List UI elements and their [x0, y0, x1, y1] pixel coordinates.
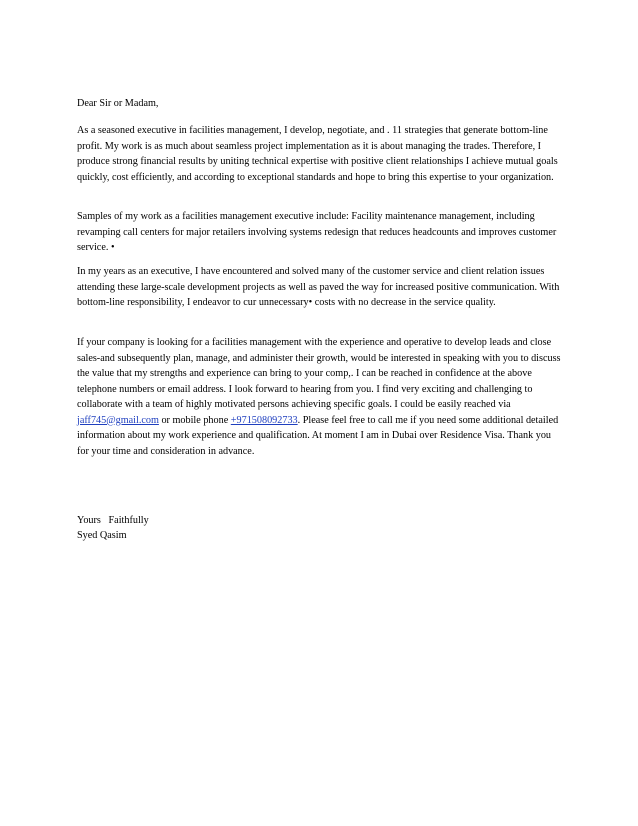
- email-link[interactable]: jaff745@gmail.com: [77, 414, 159, 426]
- phone-link[interactable]: +971508092733: [230, 414, 298, 426]
- paragraph-contact-text-2: or mobile phone: [158, 414, 231, 426]
- paragraph-contact: [77, 335, 565, 459]
- signature-name: Syed Qasim: [77, 530, 127, 541]
- paragraph-contact-text-1: If your company is looking for a facilities management with the experience and operative to develop leads and close sales-and subsequently plan, manage, and administer their growth, would be interested in speaking with you to discuss the value that my strengths and experience can bring to your comp,. I can be reached in confidence at the above telephone numbers or email address. I look forward to hearing from you. I find very exciting and challenging to collaborate with a team of highly motivated persons achieving specific goals. I could be easily reached via: [77, 337, 561, 410]
- paragraph-contact-text-3: . Please feel free to call me if you need some additional detailed information about my work experience and qualification. At moment I am in Dubai over Residence Visa. Thank you for your time and consideration in advance.: [77, 414, 559, 457]
- closing: Yours Faithfully: [77, 515, 149, 526]
- paragraph-experience: In my years as an executive, I have encountered and solved many of the customer service and client relation issues attending these large-scale development projects as well as paved the way for increased positive communication. With bottom-line responsibility, I endeavor to cur unnecessary• costs with no decrease in the service quality.: [77, 266, 560, 308]
- paragraph-samples: Samples of my work as a facilities management executive include: Facility maintenance management, including revamping call centers for major retailers involving systems redesign that reduces headcounts and improves customer service. •: [77, 211, 557, 253]
- paragraph-intro: As a seasoned executive in facilities management, I develop, negotiate, and . 11 strategies that generate bottom-line profit. My work is as much about seamless project implementation as it is about managing the trades. Therefore, I produce strong financial results by uniting technical expertise with positive client relationships I achieve mutual goals quickly, cost efficiently, and according to exceptional standards and hope to bring this expertise to your organization.: [77, 125, 558, 183]
- salutation: Dear Sir or Madam,: [77, 98, 159, 109]
